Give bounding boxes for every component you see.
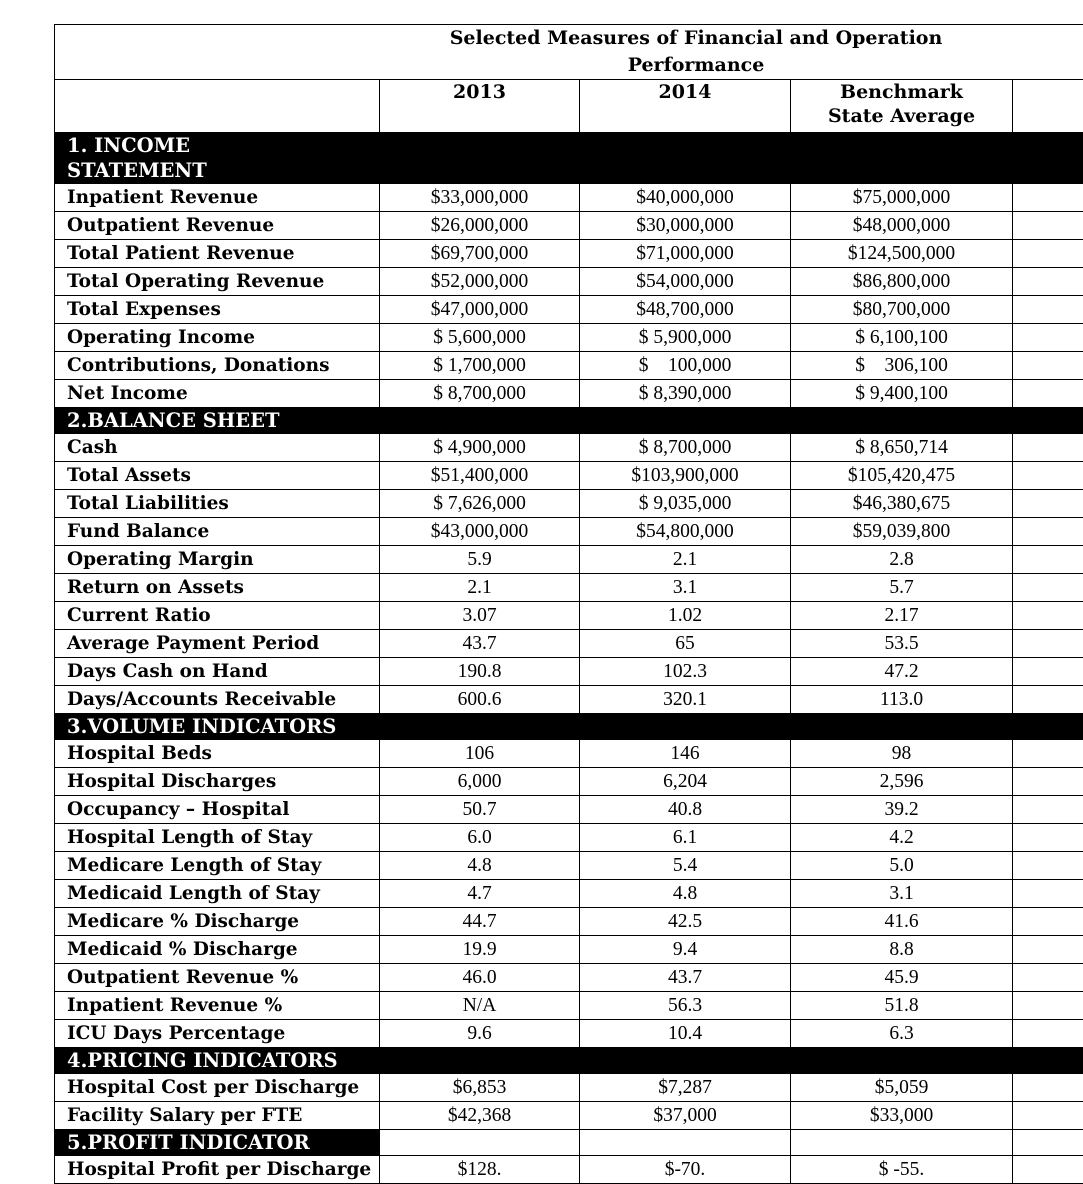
value-2014: 146 [580, 740, 791, 768]
row-label: Cash [55, 434, 380, 462]
extra-cell [1013, 268, 1083, 296]
value-2014: 9.4 [580, 936, 791, 964]
extra-cell [1013, 1102, 1083, 1130]
value-2014: $54,800,000 [580, 518, 791, 546]
row-label: Hospital Cost per Discharge [55, 1074, 380, 1102]
row-label: Total Expenses [55, 296, 380, 324]
value-benchmark: $5,059 [791, 1074, 1013, 1102]
value-benchmark: 2,596 [791, 768, 1013, 796]
header-benchmark: Benchmark State Average [791, 80, 1013, 133]
extra-cell [1013, 602, 1083, 630]
row-label: Medicare % Discharge [55, 908, 380, 936]
section-header-profit [55, 1130, 1083, 1156]
value-benchmark: 5.7 [791, 574, 1013, 602]
value-2013: $47,000,000 [380, 296, 580, 324]
value-2013: 6,000 [380, 768, 580, 796]
row-label: Total Assets [55, 462, 380, 490]
row-label: Days Cash on Hand [55, 658, 380, 686]
section-header-income [55, 133, 1083, 184]
value-2014: $48,700,000 [580, 296, 791, 324]
value-2014: $ 100,000 [580, 352, 791, 380]
table-row [55, 658, 1083, 686]
extra-cell [1013, 964, 1083, 992]
value-2014: 56.3 [580, 992, 791, 1020]
value-benchmark: 41.6 [791, 908, 1013, 936]
section-title: 2.BALANCE SHEET [55, 408, 1083, 434]
header-2014: 2014 [580, 80, 791, 133]
extra-cell [1013, 658, 1083, 686]
table-row [55, 434, 1083, 462]
value-2013: 600.6 [380, 686, 580, 714]
value-benchmark: $86,800,000 [791, 268, 1013, 296]
row-label: Total Operating Revenue [55, 268, 380, 296]
table-row [55, 184, 1083, 212]
extra-cell [1013, 908, 1083, 936]
section-title: 4.PRICING INDICATORS [55, 1048, 1083, 1074]
value-benchmark: 8.8 [791, 936, 1013, 964]
value-2013: 44.7 [380, 908, 580, 936]
value-2014: 102.3 [580, 658, 791, 686]
extra-cell [1013, 796, 1083, 824]
extra-cell [1013, 324, 1083, 352]
value-2014: 2.1 [580, 546, 791, 574]
row-label: Outpatient Revenue [55, 212, 380, 240]
extra-cell [1013, 740, 1083, 768]
value-2014: $40,000,000 [580, 184, 791, 212]
value-2014: 3.1 [580, 574, 791, 602]
value-2014: $7,287 [580, 1074, 791, 1102]
table-row [55, 686, 1083, 714]
value-benchmark: 6.3 [791, 1020, 1013, 1048]
value-benchmark: $ 8,650,714 [791, 434, 1013, 462]
table-row [55, 268, 1083, 296]
extra-cell [1013, 212, 1083, 240]
table-row [55, 936, 1083, 964]
row-label: Total Liabilities [55, 490, 380, 518]
row-label: Medicaid % Discharge [55, 936, 380, 964]
row-label: Operating Margin [55, 546, 380, 574]
table-row [55, 740, 1083, 768]
table-row [55, 546, 1083, 574]
table-row [55, 880, 1083, 908]
value-2013: $42,368 [380, 1102, 580, 1130]
financial-performance-sheet [54, 24, 1083, 1184]
table-row [55, 490, 1083, 518]
extra-cell [1013, 490, 1083, 518]
value-benchmark: $75,000,000 [791, 184, 1013, 212]
header-2013: 2013 [380, 80, 580, 133]
table-row [55, 964, 1083, 992]
table-row [55, 1102, 1083, 1130]
value-2013: $ 7,626,000 [380, 490, 580, 518]
row-label: Hospital Profit per Discharge [55, 1156, 380, 1184]
value-2014: 4.8 [580, 880, 791, 908]
header-row [55, 80, 1083, 133]
value-2014: $ 8,700,000 [580, 434, 791, 462]
value-2013: $26,000,000 [380, 212, 580, 240]
value-2013: $ 8,700,000 [380, 380, 580, 408]
row-label: Occupancy – Hospital [55, 796, 380, 824]
value-benchmark: 4.2 [791, 824, 1013, 852]
value-benchmark: $ 306,100 [791, 352, 1013, 380]
value-2014: $-70. [580, 1156, 791, 1184]
table-row [55, 1156, 1083, 1184]
value-2013: $ 5,600,000 [380, 324, 580, 352]
extra-cell [1013, 380, 1083, 408]
value-benchmark: 2.17 [791, 602, 1013, 630]
value-2013: $33,000,000 [380, 184, 580, 212]
section-header-pricing [55, 1048, 1083, 1074]
value-benchmark: $124,500,000 [791, 240, 1013, 268]
value-2014: $ 9,035,000 [580, 490, 791, 518]
table-row [55, 240, 1083, 268]
value-benchmark: 47.2 [791, 658, 1013, 686]
value-benchmark: 113.0 [791, 686, 1013, 714]
extra-cell [1013, 434, 1083, 462]
performance-table [54, 24, 1083, 1184]
extra-cell [1013, 352, 1083, 380]
row-label: Return on Assets [55, 574, 380, 602]
value-2014: $103,900,000 [580, 462, 791, 490]
value-2013: $52,000,000 [380, 268, 580, 296]
section-blank-cell [580, 1130, 791, 1156]
row-label: Hospital Beds [55, 740, 380, 768]
value-2013: 4.8 [380, 852, 580, 880]
value-2014: 6,204 [580, 768, 791, 796]
extra-cell [1013, 686, 1083, 714]
value-benchmark: 3.1 [791, 880, 1013, 908]
value-2014: 6.1 [580, 824, 791, 852]
row-label: Net Income [55, 380, 380, 408]
value-2013: 5.9 [380, 546, 580, 574]
table-row [55, 630, 1083, 658]
row-label: Fund Balance [55, 518, 380, 546]
value-2014: 40.8 [580, 796, 791, 824]
section-blank-cell [1013, 1130, 1083, 1156]
value-2013: 2.1 [380, 574, 580, 602]
value-benchmark: 45.9 [791, 964, 1013, 992]
value-2013: 46.0 [380, 964, 580, 992]
row-label: Operating Income [55, 324, 380, 352]
table-row [55, 212, 1083, 240]
value-2013: 3.07 [380, 602, 580, 630]
value-benchmark: 39.2 [791, 796, 1013, 824]
value-benchmark: $48,000,000 [791, 212, 1013, 240]
value-benchmark: 53.5 [791, 630, 1013, 658]
table-row [55, 824, 1083, 852]
row-label: Current Ratio [55, 602, 380, 630]
value-2014: $ 5,900,000 [580, 324, 791, 352]
value-2013: 190.8 [380, 658, 580, 686]
section-title: 5.PROFIT INDICATOR [55, 1130, 380, 1156]
table-row [55, 296, 1083, 324]
value-benchmark: 2.8 [791, 546, 1013, 574]
value-2014: $30,000,000 [580, 212, 791, 240]
table-row [55, 462, 1083, 490]
table-row [55, 1020, 1083, 1048]
row-label: Average Payment Period [55, 630, 380, 658]
value-benchmark: $ -55. [791, 1156, 1013, 1184]
value-2013: $6,853 [380, 1074, 580, 1102]
section-header-balance [55, 408, 1083, 434]
extra-cell [1013, 936, 1083, 964]
header-blank-cell [55, 80, 380, 133]
value-2014: 42.5 [580, 908, 791, 936]
row-label: Hospital Discharges [55, 768, 380, 796]
value-2013: 19.9 [380, 936, 580, 964]
section-title: 1. INCOME STATEMENT [55, 133, 1083, 184]
value-benchmark: $46,380,675 [791, 490, 1013, 518]
extra-cell [1013, 852, 1083, 880]
value-2014: 320.1 [580, 686, 791, 714]
value-2014: $54,000,000 [580, 268, 791, 296]
extra-cell [1013, 630, 1083, 658]
table-title: Selected Measures of Financial and Operation Performance [380, 25, 1013, 80]
section-blank-cell [791, 1130, 1013, 1156]
table-row [55, 1074, 1083, 1102]
row-label: Inpatient Revenue [55, 184, 380, 212]
table-row [55, 380, 1083, 408]
table-row [55, 796, 1083, 824]
value-benchmark: $105,420,475 [791, 462, 1013, 490]
value-2014: $71,000,000 [580, 240, 791, 268]
section-blank-cell [380, 1130, 580, 1156]
table-row [55, 908, 1083, 936]
value-2013: 6.0 [380, 824, 580, 852]
value-benchmark: $ 9,400,100 [791, 380, 1013, 408]
value-2013: N/A [380, 992, 580, 1020]
value-2014: $37,000 [580, 1102, 791, 1130]
extra-cell [1013, 880, 1083, 908]
table-row [55, 852, 1083, 880]
value-2014: 43.7 [580, 964, 791, 992]
value-benchmark: $ 6,100,100 [791, 324, 1013, 352]
extra-cell [1013, 518, 1083, 546]
extra-cell [1013, 546, 1083, 574]
extra-cell [1013, 184, 1083, 212]
extra-cell [1013, 240, 1083, 268]
table-row [55, 518, 1083, 546]
value-2013: 9.6 [380, 1020, 580, 1048]
row-label: Facility Salary per FTE [55, 1102, 380, 1130]
value-benchmark: $59,039,800 [791, 518, 1013, 546]
value-benchmark: 51.8 [791, 992, 1013, 1020]
extra-cell [1013, 1020, 1083, 1048]
title-row [55, 25, 1083, 80]
table-row [55, 992, 1083, 1020]
row-label: Outpatient Revenue % [55, 964, 380, 992]
value-2013: $51,400,000 [380, 462, 580, 490]
row-label: Days/Accounts Receivable [55, 686, 380, 714]
value-2014: 65 [580, 630, 791, 658]
extra-cell [1013, 1156, 1083, 1184]
value-2013: $69,700,000 [380, 240, 580, 268]
section-title: 3.VOLUME INDICATORS [55, 714, 1083, 740]
table-row [55, 602, 1083, 630]
value-2014: 1.02 [580, 602, 791, 630]
header-extra-cell [1013, 80, 1083, 133]
value-2013: $43,000,000 [380, 518, 580, 546]
value-2013: 106 [380, 740, 580, 768]
row-label: Contributions, Donations [55, 352, 380, 380]
section-header-volume [55, 714, 1083, 740]
value-2013: $ 4,900,000 [380, 434, 580, 462]
extra-cell [1013, 462, 1083, 490]
extra-cell [1013, 824, 1083, 852]
row-label: Total Patient Revenue [55, 240, 380, 268]
extra-cell [1013, 574, 1083, 602]
value-2013: 4.7 [380, 880, 580, 908]
value-2014: 5.4 [580, 852, 791, 880]
extra-cell [1013, 992, 1083, 1020]
extra-cell [1013, 768, 1083, 796]
value-2013: 43.7 [380, 630, 580, 658]
value-2013: $ 1,700,000 [380, 352, 580, 380]
value-2013: $128. [380, 1156, 580, 1184]
row-label: ICU Days Percentage [55, 1020, 380, 1048]
extra-cell [1013, 296, 1083, 324]
table-row [55, 352, 1083, 380]
table-row [55, 574, 1083, 602]
row-label: Medicare Length of Stay [55, 852, 380, 880]
row-label: Medicaid Length of Stay [55, 880, 380, 908]
value-2014: $ 8,390,000 [580, 380, 791, 408]
value-benchmark: 5.0 [791, 852, 1013, 880]
value-2014: 10.4 [580, 1020, 791, 1048]
value-benchmark: $33,000 [791, 1102, 1013, 1130]
extra-cell [1013, 1074, 1083, 1102]
table-row [55, 324, 1083, 352]
value-benchmark: 98 [791, 740, 1013, 768]
table-row [55, 768, 1083, 796]
value-benchmark: $80,700,000 [791, 296, 1013, 324]
row-label: Inpatient Revenue % [55, 992, 380, 1020]
value-2013: 50.7 [380, 796, 580, 824]
row-label: Hospital Length of Stay [55, 824, 380, 852]
